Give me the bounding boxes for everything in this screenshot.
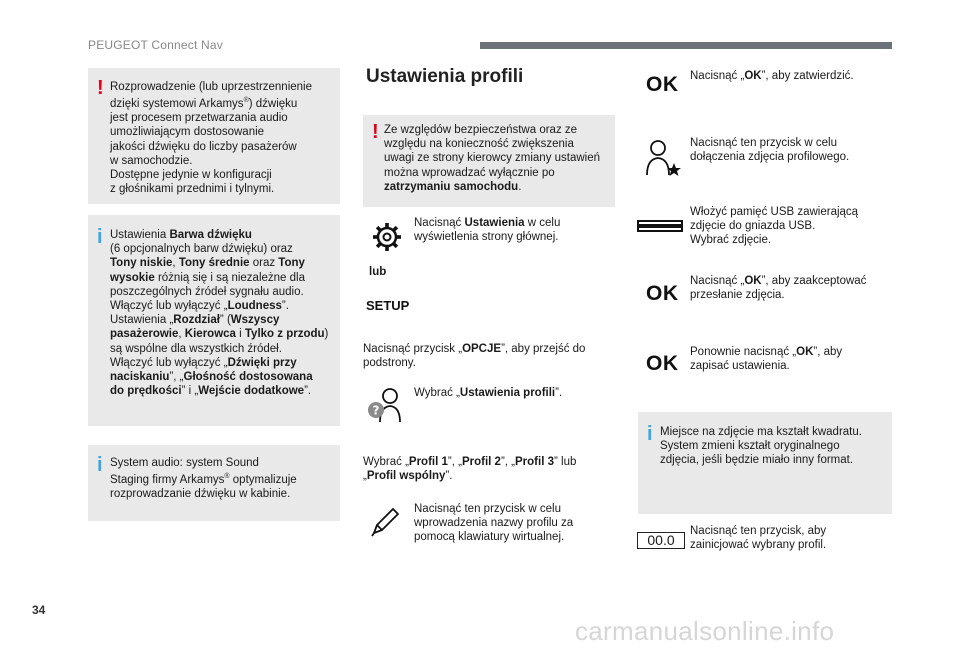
step-ok-confirm-text: Nacisnąć „OK”, aby zatwierdzić. xyxy=(690,70,854,82)
page-number: 34 xyxy=(32,603,46,617)
profile-init-button[interactable]: 00.0 xyxy=(637,532,685,549)
info-icon: i xyxy=(97,226,103,248)
watermark: carmanualsonline.info xyxy=(575,616,835,646)
warning-icon: ! xyxy=(372,121,379,143)
info-icon: i xyxy=(97,454,103,476)
gear-icon xyxy=(371,221,403,253)
note-text: Miejsce na zdjęcie ma kształt kwadratu. System zmieni kształt oryginalnego zdjęcia, jeśli będzie miało inny format. xyxy=(660,426,862,467)
ok-button[interactable]: OK xyxy=(646,73,679,96)
note-text: Rozprowadzenie (lub uprzestrzennienie dzięki systemowi Arkamys®) dźwięku jest procesem przetwarzania audio umożliwiającym dostosowanie jakości dźwięku do liczby pasażerów w samochodzie. Dostępne jedynie w konfiguracji z głośnikami przednimi i tylnymi. xyxy=(110,81,313,196)
header-bar xyxy=(480,42,892,49)
ok-button[interactable]: OK xyxy=(646,282,679,305)
note-box-sound-settings xyxy=(88,215,340,426)
step-options-text: Nacisnąć przycisk „OPCJE”, aby przejść do podstrony. xyxy=(363,343,586,370)
warning-box-safety xyxy=(363,115,615,207)
step-profiles-text: Wybrać „Ustawienia profili”. xyxy=(414,387,563,399)
step-ok-accept-text: Nacisnąć „OK”, aby zaakceptować przesłanie zdjęcia. xyxy=(690,275,867,302)
step-init-text: Nacisnąć ten przycisk, aby zainicjować wybrany profil. xyxy=(690,525,827,552)
section-heading: Ustawienia profili xyxy=(366,66,524,87)
setup-button[interactable]: SETUP xyxy=(366,298,410,313)
pencil-icon xyxy=(368,505,402,539)
note-text: Ustawienia Barwa dźwięku (6 opcjonalnych barw dźwięku) oraz Tony niskie, Tony średnie oraz Tony wysokie różnią się i są niezależne dla poszczególnych źródeł sygnału audio. Włączyć lub wyłączyć „Loudness”. Ustawienia „Rozdział” (Wszyscy pasażerowie, Kierowca i Tylko z przodu) są wspólne dla wszystkich źródeł. Włączyć lub wyłączyć „Dźwięki przy naciskaniu”, „Głośność dostosowana do prędkości” i „Wejście dodatkowe”. xyxy=(110,229,329,398)
step-choose-profile-text: Wybrać „Profil 1”, „Profil 2”, „Profil 3” lub „Profil wspólny”. xyxy=(363,456,577,483)
warning-icon: ! xyxy=(97,77,104,99)
warning-text: Ze względów bezpieczeństwa oraz ze względu na konieczność zwiększenia uwagi ze strony kierowcy zmiany ustawień można wprowadzać wyłącznie po zatrzymaniu samochodu. xyxy=(384,124,601,193)
user-question-icon xyxy=(366,385,406,425)
step-ok-save-text: Ponownie nacisnąć „OK”, aby zapisać ustawienia. xyxy=(690,346,843,373)
manual-header-title: PEUGEOT Connect Nav xyxy=(88,38,223,52)
info-icon: i xyxy=(647,423,653,445)
step-photo-text: Nacisnąć ten przycisk w celu dołączenia zdjęcia profilowego. xyxy=(690,137,850,164)
svg-text:?: ? xyxy=(372,403,380,418)
note-text: System audio: system Sound Staging firmy Arkamys® optymalizuje rozprowadzanie dźwięku w kabinie. xyxy=(110,457,297,501)
or-label: lub xyxy=(369,266,387,278)
step-settings-text: Nacisnąć Ustawienia w celu wyświetlenia strony głównej. xyxy=(414,217,561,244)
step-name-text: Nacisnąć ten przycisk w celu wprowadzenia nazwy profilu za pomocą klawiatury wirtualnej. xyxy=(414,503,574,544)
user-star-icon xyxy=(642,137,684,179)
ok-button[interactable]: OK xyxy=(646,352,679,375)
note-box-photo-shape xyxy=(638,412,892,514)
note-box-sound-staging xyxy=(88,445,340,521)
step-usb-text: Włożyć pamięć USB zawierającą zdjęcie do gniazda USB. Wybrać zdjęcie. xyxy=(690,206,859,247)
note-box-distribution xyxy=(88,68,340,204)
usb-slot-icon xyxy=(637,220,683,232)
